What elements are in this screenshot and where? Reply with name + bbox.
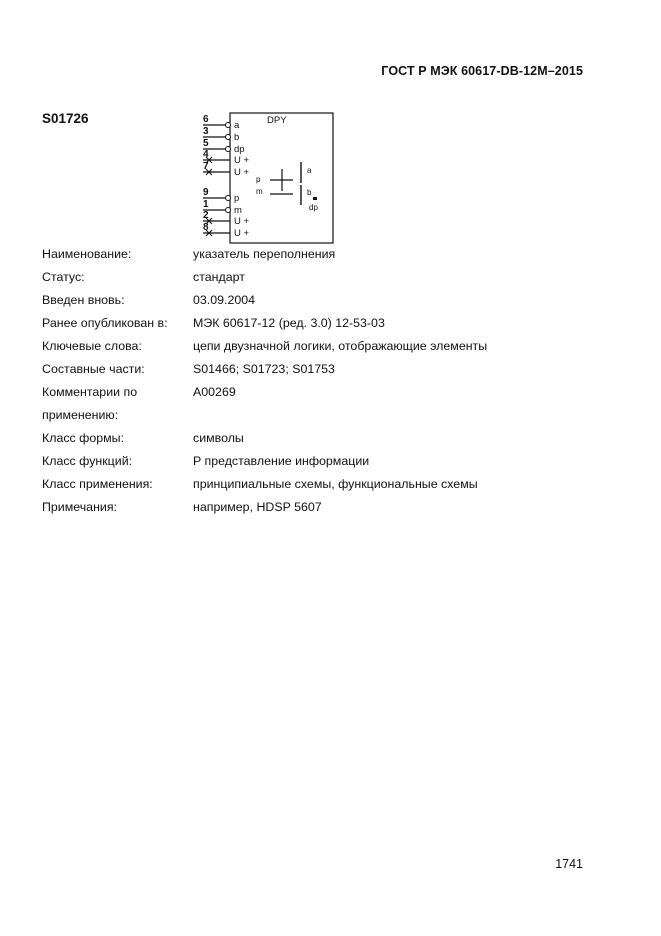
- display-label-p: p: [256, 175, 261, 184]
- property-label: Ранее опубликован в:: [42, 316, 168, 330]
- standard-header: ГОСТ Р МЭК 60617-DB-12М–2015: [381, 64, 583, 78]
- negation-circle: [226, 196, 231, 201]
- property-row: [42, 427, 562, 450]
- property-row: [42, 289, 562, 312]
- pin-number-1: 1: [203, 199, 209, 210]
- property-value: МЭК 60617-12 (ред. 3.0) 12-53-03: [193, 316, 385, 330]
- negation-circle: [226, 123, 231, 128]
- page-number: 1741: [555, 857, 583, 871]
- property-value: указатель переполнения: [193, 247, 336, 261]
- pin-number-7: 7: [203, 161, 209, 172]
- property-row: [42, 243, 562, 266]
- property-value: A00269: [193, 385, 236, 399]
- property-row: [42, 358, 562, 381]
- pin-number-5: 5: [203, 138, 209, 149]
- pin-number-4: 4: [203, 149, 209, 160]
- pin-label-b: b: [234, 132, 240, 143]
- property-row: [42, 473, 562, 496]
- property-label: Введен вновь:: [42, 293, 125, 307]
- negation-circle: [226, 147, 231, 152]
- pin-number-8: 8: [203, 222, 209, 233]
- property-label: Составные части:: [42, 362, 145, 376]
- pin-number-9: 9: [203, 187, 209, 198]
- property-row: [42, 450, 562, 473]
- overflow-indicator-symbol: [200, 112, 335, 244]
- property-label: Класс применения:: [42, 477, 153, 491]
- property-value: 03.09.2004: [193, 293, 256, 307]
- property-row: [42, 335, 562, 358]
- property-label: Статус:: [42, 270, 85, 284]
- property-value: S01466; S01723; S01753: [193, 362, 335, 376]
- property-value: [193, 404, 562, 427]
- property-row: [42, 404, 562, 427]
- pin-label-p: p: [234, 193, 240, 204]
- display-label-m: m: [256, 187, 263, 196]
- property-label: Класс функций:: [42, 454, 133, 468]
- properties-table: [42, 243, 562, 519]
- pin-label-dp: dp: [234, 144, 245, 155]
- pin-label-u-plus: U +: [234, 155, 250, 166]
- pin-label-u-plus: U +: [234, 167, 250, 178]
- pin-number-3: 3: [203, 126, 209, 137]
- symbol-diagram: [200, 112, 335, 244]
- pin-number-6: 6: [203, 114, 209, 125]
- property-label: Комментарии по: [42, 385, 138, 399]
- block-title: DPY: [267, 115, 287, 126]
- property-value: цепи двузначной логики, отображающие элементы: [193, 339, 488, 353]
- property-value: принципиальные схемы, функциональные схемы: [193, 477, 478, 491]
- property-row: [42, 496, 562, 519]
- display-label-b: b: [307, 188, 312, 197]
- property-label: Ключевые слова:: [42, 339, 142, 353]
- pin-number-2: 2: [203, 210, 209, 221]
- property-row: [42, 381, 562, 404]
- pin-label-a: a: [234, 120, 240, 131]
- pin-label-u-plus: U +: [234, 216, 250, 227]
- property-value: стандарт: [193, 270, 245, 284]
- property-label: Наименование:: [42, 247, 132, 261]
- pin-label-u-plus: U +: [234, 228, 250, 239]
- property-label: Класс формы:: [42, 431, 125, 445]
- display-label-dp: dp: [309, 203, 318, 212]
- property-value: например, HDSP 5607: [193, 500, 322, 514]
- decimal-point-mark: [313, 197, 317, 200]
- symbol-code: S01726: [42, 111, 89, 126]
- negation-circle: [226, 135, 231, 140]
- property-row: [42, 266, 562, 289]
- display-label-a: a: [307, 166, 312, 175]
- negation-circle: [226, 208, 231, 213]
- property-label: Примечания:: [42, 500, 117, 514]
- property-label: применению:: [42, 408, 119, 422]
- property-value: P представление информации: [193, 454, 370, 468]
- property-row: [42, 312, 562, 335]
- property-value: символы: [193, 431, 244, 445]
- pin-label-m: m: [234, 205, 242, 216]
